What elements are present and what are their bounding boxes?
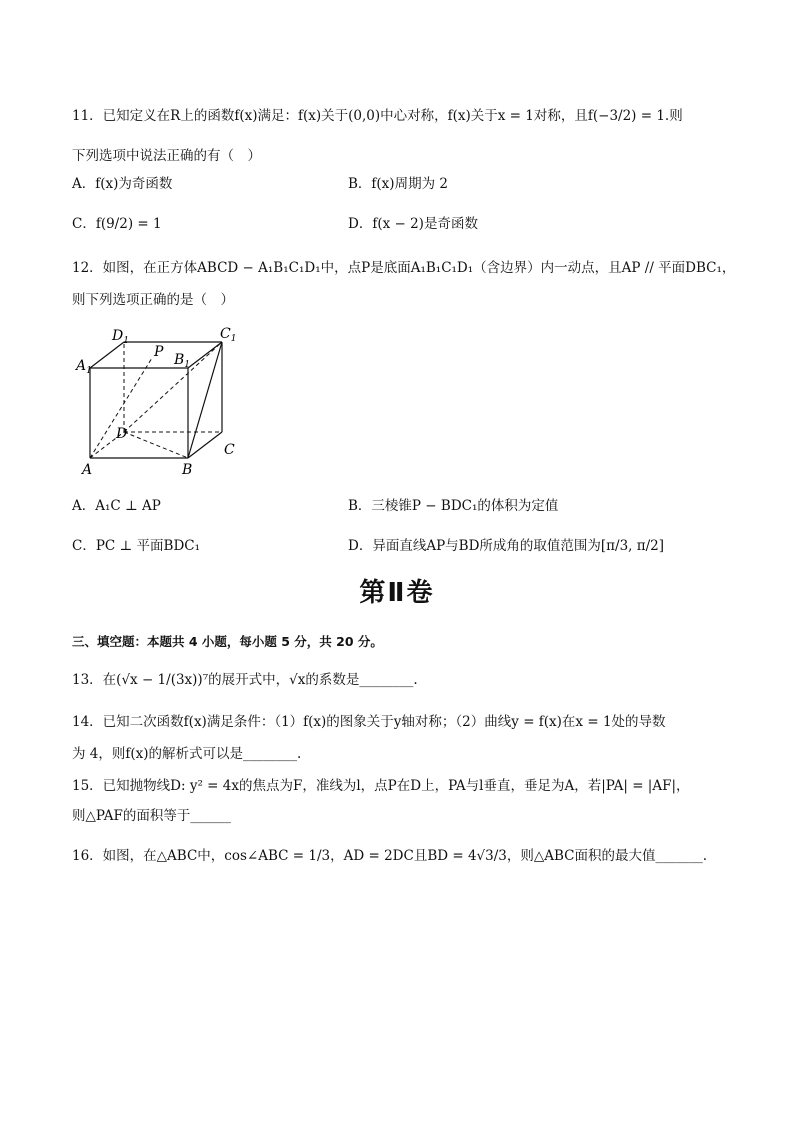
edge-DC1 <box>124 342 222 432</box>
q11-option-c: C．f(9/2) = 1 <box>72 216 162 232</box>
q15-stem-line2: 则△PAF的面积等于______ <box>72 808 231 824</box>
q12-option-d: D．异面直线AP与BD所成角的取值范围为[π/3, π/2] <box>348 538 665 554</box>
edge-A1D1 <box>90 342 124 368</box>
q11-stem-line2: 下列选项中说法正确的有（ ） <box>72 148 261 164</box>
q13-stem: 13．在(√x − 1/(3x))⁷的展开式中，√x的系数是________. <box>72 672 418 688</box>
edge-DB <box>124 432 188 458</box>
label-C1: $C_1$ <box>220 326 237 344</box>
label-B1: $B_1$ <box>174 352 191 370</box>
part-title: 第Ⅱ卷 <box>359 578 435 608</box>
q12-option-a: A．A₁C ⊥ AP <box>72 498 161 514</box>
q12-stem-line1: 12．如图，在正方体ABCD − A₁B₁C₁D₁中，点P是底面A₁B₁C₁D₁（含边界）内一动点，且AP // 平面DBC₁， <box>72 260 736 276</box>
q12-stem-line2: 则下列选项正确的是（ ） <box>72 292 234 308</box>
label-D: D <box>116 426 128 442</box>
label-C: C <box>224 442 235 458</box>
q12-option-c: C．PC ⊥ 平面BDC₁ <box>72 538 201 554</box>
label-A: A <box>82 462 93 478</box>
segment-AP <box>90 358 152 458</box>
label-A1: $A_1$ <box>76 358 92 376</box>
q14-stem-line2: 为 4，则f(x)的解析式可以是________. <box>72 746 302 762</box>
label-D1: $D_1$ <box>112 328 129 346</box>
q15-stem-line1: 15．已知抛物线D: y² = 4x的焦点为F，准线为l，点P在D上，PA与l垂直，垂足为A，若|PA| = |AF|， <box>72 778 690 794</box>
q12-option-b: B．三棱锥P − BDC₁的体积为定值 <box>348 498 559 514</box>
section-heading: 三、填空题：本题共 4 小题，每小题 5 分，共 20 分。 <box>72 634 383 649</box>
edge-BC <box>188 432 222 458</box>
label-P: P <box>154 344 164 360</box>
q11-option-a: A．f(x)为奇函数 <box>72 176 173 192</box>
q11-option-d: D．f(x − 2)是奇函数 <box>348 216 478 232</box>
cube-figure <box>74 322 254 482</box>
q14-stem-line1: 14．已知二次函数f(x)满足条件：（1）f(x)的图象关于y轴对称；（2）曲线y = f(x)在x = 1处的导数 <box>72 714 666 730</box>
edge-BC1 <box>188 342 222 458</box>
q11-option-b: B．f(x)周期为 2 <box>348 176 448 192</box>
label-B: B <box>182 462 193 478</box>
edge-B1C1 <box>188 342 222 368</box>
q11-stem-line1: 11．已知定义在R上的函数f(x)满足：f(x)关于(0,0)中心对称，f(x)关于x = 1对称，且f(−3/2) = 1.则 <box>72 108 683 124</box>
q16-stem: 16．如图，在△ABC中，cos∠ABC = 1/3，AD = 2DC且BD = 4√3/3，则△ABC面积的最大值_______. <box>72 848 708 864</box>
